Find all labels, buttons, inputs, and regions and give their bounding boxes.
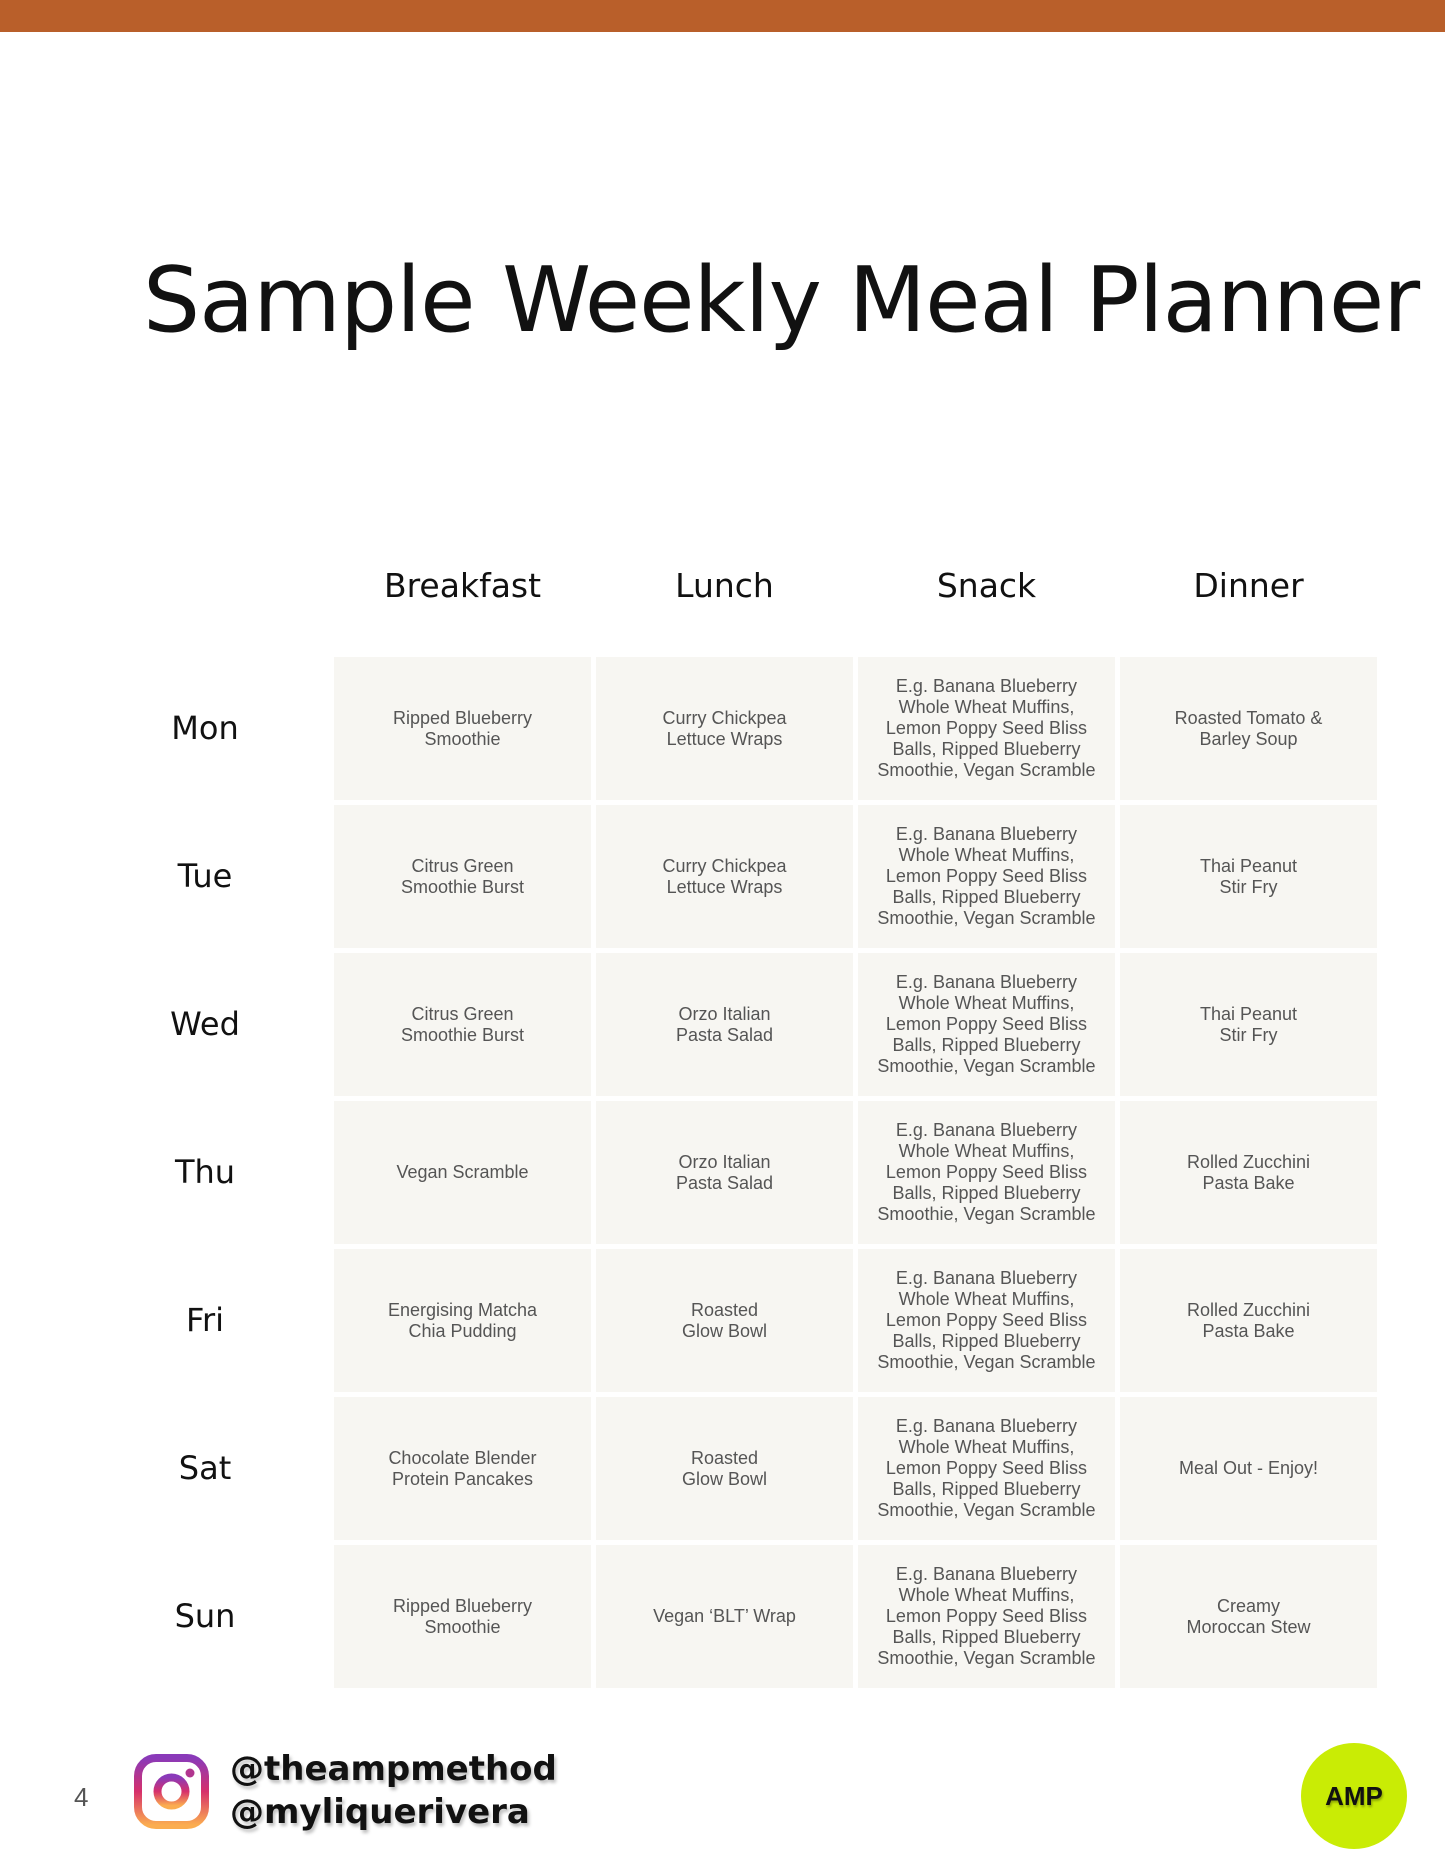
day-label-sun: Sun bbox=[174, 1597, 236, 1635]
meal-cell-thu-dinner: Rolled Zucchini Pasta Bake bbox=[1120, 1101, 1377, 1244]
day-label-thu: Thu bbox=[174, 1153, 236, 1191]
meal-cell-fri-snack: E.g. Banana Blueberry Whole Wheat Muffins, Lemon Poppy Seed Bliss Balls, Ripped Blueberry Smoothie, Vegan Scramble bbox=[858, 1249, 1115, 1392]
meal-cell-thu-breakfast: Vegan Scramble bbox=[334, 1101, 591, 1244]
day-label-mon: Mon bbox=[171, 709, 239, 747]
meal-cell-sat-lunch: Roasted Glow Bowl bbox=[596, 1397, 853, 1540]
day-label-wed: Wed bbox=[170, 1005, 240, 1043]
column-header-snack: Snack bbox=[936, 566, 1037, 605]
meal-cell-fri-dinner: Rolled Zucchini Pasta Bake bbox=[1120, 1249, 1377, 1392]
column-header-breakfast: Breakfast bbox=[383, 566, 542, 605]
column-header-lunch: Lunch bbox=[675, 566, 774, 605]
top-accent-bar bbox=[0, 0, 1445, 32]
meal-cell-wed-breakfast: Citrus Green Smoothie Burst bbox=[334, 953, 591, 1096]
meal-cell-mon-snack: E.g. Banana Blueberry Whole Wheat Muffins, Lemon Poppy Seed Bliss Balls, Ripped Blueberry Smoothie, Vegan Scramble bbox=[858, 657, 1115, 800]
day-label-tue: Tue bbox=[177, 857, 233, 895]
meal-cell-fri-lunch: Roasted Glow Bowl bbox=[596, 1249, 853, 1392]
meal-cell-sun-snack: E.g. Banana Blueberry Whole Wheat Muffins, Lemon Poppy Seed Bliss Balls, Ripped Blueberry Smoothie, Vegan Scramble bbox=[858, 1545, 1115, 1688]
handle-theampmethod[interactable]: @theampmethod bbox=[230, 1749, 557, 1789]
meal-cell-tue-dinner: Thai Peanut Stir Fry bbox=[1120, 805, 1377, 948]
meal-cell-wed-lunch: Orzo Italian Pasta Salad bbox=[596, 953, 853, 1096]
column-header-dinner: Dinner bbox=[1193, 566, 1304, 605]
meal-cell-mon-dinner: Roasted Tomato & Barley Soup bbox=[1120, 657, 1377, 800]
handle-myliquerivera[interactable]: @myliquerivera bbox=[230, 1792, 530, 1832]
meal-cell-mon-breakfast: Ripped Blueberry Smoothie bbox=[334, 657, 591, 800]
meal-cell-wed-dinner: Thai Peanut Stir Fry bbox=[1120, 953, 1377, 1096]
meal-cell-tue-lunch: Curry Chickpea Lettuce Wraps bbox=[596, 805, 853, 948]
instagram-icon bbox=[134, 1754, 209, 1829]
meal-cell-thu-snack: E.g. Banana Blueberry Whole Wheat Muffins, Lemon Poppy Seed Bliss Balls, Ripped Blueberry Smoothie, Vegan Scramble bbox=[858, 1101, 1115, 1244]
meal-cell-sun-lunch: Vegan ‘BLT’ Wrap bbox=[596, 1545, 853, 1688]
day-label-fri: Fri bbox=[185, 1301, 225, 1339]
social-handles bbox=[230, 1748, 557, 1834]
meal-cell-sat-snack: E.g. Banana Blueberry Whole Wheat Muffins, Lemon Poppy Seed Bliss Balls, Ripped Blueberry Smoothie, Vegan Scramble bbox=[858, 1397, 1115, 1540]
meal-cell-fri-breakfast: Energising Matcha Chia Pudding bbox=[334, 1249, 591, 1392]
meal-cell-tue-breakfast: Citrus Green Smoothie Burst bbox=[334, 805, 591, 948]
meal-cell-tue-snack: E.g. Banana Blueberry Whole Wheat Muffins, Lemon Poppy Seed Bliss Balls, Ripped Blueberry Smoothie, Vegan Scramble bbox=[858, 805, 1115, 948]
meal-cell-thu-lunch: Orzo Italian Pasta Salad bbox=[596, 1101, 853, 1244]
meal-cell-sun-dinner: Creamy Moroccan Stew bbox=[1120, 1545, 1377, 1688]
meal-cell-mon-lunch: Curry Chickpea Lettuce Wraps bbox=[596, 657, 853, 800]
page-title: Sample Weekly Meal Planner bbox=[143, 248, 1420, 353]
meal-cell-wed-snack: E.g. Banana Blueberry Whole Wheat Muffins, Lemon Poppy Seed Bliss Balls, Ripped Blueberry Smoothie, Vegan Scramble bbox=[858, 953, 1115, 1096]
day-label-sat: Sat bbox=[178, 1449, 232, 1487]
amp-logo: AMP bbox=[1301, 1743, 1407, 1849]
meal-cell-sun-breakfast: Ripped Blueberry Smoothie bbox=[334, 1545, 591, 1688]
meal-cell-sat-dinner: Meal Out - Enjoy! bbox=[1120, 1397, 1377, 1540]
page-number: 4 bbox=[74, 1782, 89, 1812]
meal-cell-sat-breakfast: Chocolate Blender Protein Pancakes bbox=[334, 1397, 591, 1540]
